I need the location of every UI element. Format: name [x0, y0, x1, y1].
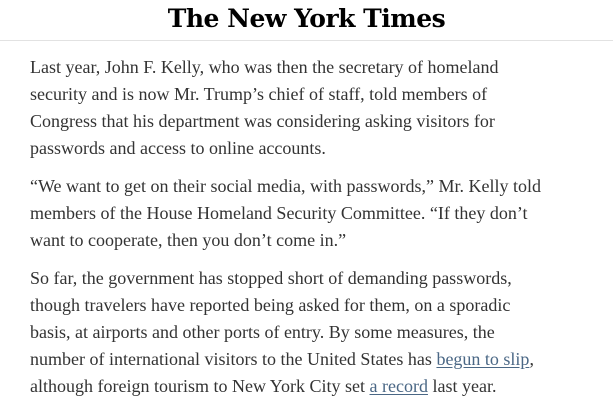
text-line [30, 200, 585, 227]
masthead [0, 0, 613, 41]
paragraph [30, 54, 585, 162]
link-a-record[interactable]: a record [369, 376, 428, 396]
text-line [30, 81, 585, 108]
text-segment: although foreign tourism to New York City set [30, 376, 370, 396]
link-begun-to-slip[interactable]: begun to slip [436, 349, 530, 369]
text-segment: security and is now Mr. Trump’s chief of staff, told members of [30, 84, 488, 104]
text-line [30, 54, 585, 81]
text-segment: members of the House Homeland Security Committee. “If they don’t [30, 203, 528, 223]
text-segment: Congress that his department was considering asking visitors for [30, 111, 495, 131]
text-line [30, 173, 585, 200]
text-line [30, 135, 585, 162]
text-segment: “We want to get on their social media, with passwords,” Mr. Kelly told [30, 176, 541, 196]
article-body [0, 41, 613, 400]
text-segment: So far, the government has stopped short of demanding passwords, [30, 268, 512, 288]
paragraph [30, 265, 585, 400]
text-segment: Last year, John F. Kelly, who was then the secretary of homeland [30, 57, 499, 77]
paragraph [30, 173, 585, 254]
text-segment: basis, at airports and other ports of entry. By some measures, the [30, 322, 495, 342]
text-line [30, 265, 585, 292]
text-segment: want to cooperate, then you don’t come in.” [30, 230, 347, 250]
text-segment: passwords and access to online accounts. [30, 138, 326, 158]
text-line [30, 227, 585, 254]
text-line [30, 346, 585, 373]
nyt-logo[interactable]: The New York Times [167, 3, 446, 33]
text-line [30, 319, 585, 346]
text-segment: last year. [427, 376, 497, 396]
text-segment: , [529, 349, 534, 369]
text-line [30, 373, 585, 400]
text-segment: number of international visitors to the United States has [30, 349, 437, 369]
text-segment: though travelers have reported being asked for them, on a sporadic [30, 295, 511, 315]
text-line [30, 108, 585, 135]
text-line [30, 292, 585, 319]
